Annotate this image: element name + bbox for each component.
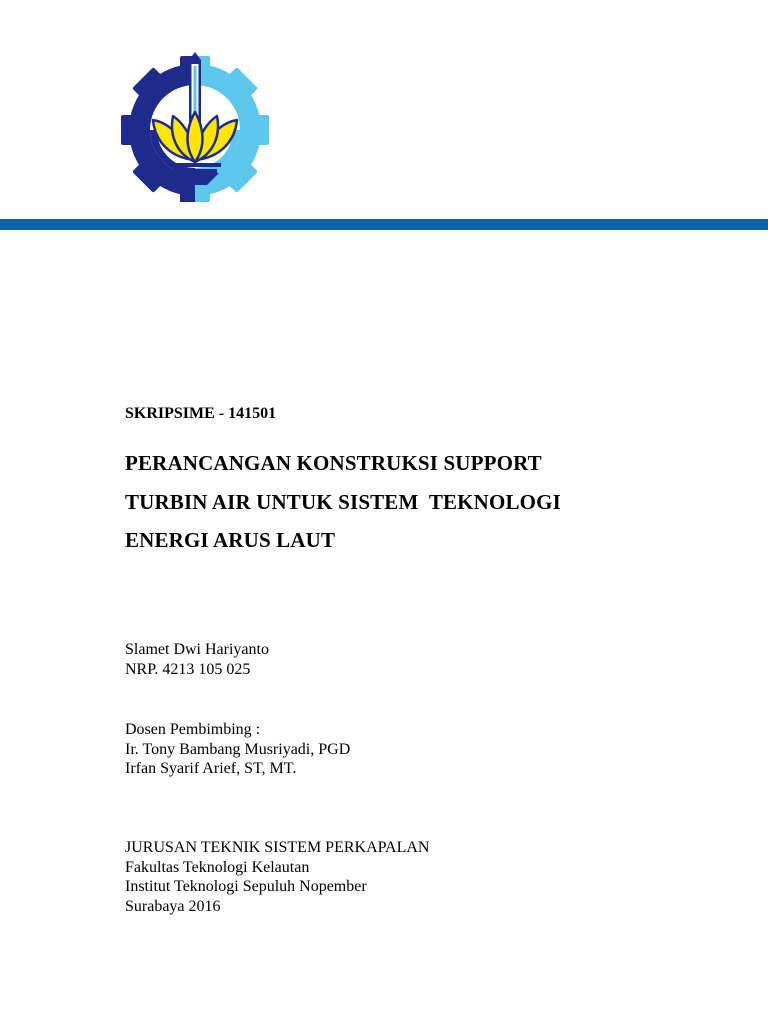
author-name: Slamet Dwi Hariyanto (125, 641, 269, 658)
advisors-block (125, 720, 350, 779)
title-line: ENERGI ARUS LAUT (125, 528, 336, 552)
advisors-heading: Dosen Pembimbing : (125, 721, 261, 738)
its-logo (113, 50, 275, 202)
university-name: Institut Teknologi Sepuluh Nopember (125, 878, 367, 895)
advisor-name: Ir. Tony Bambang Musriyadi, PGD (125, 740, 351, 758)
institution-block (125, 838, 429, 916)
document-code: SKRIPSIME - 141501 (125, 405, 277, 422)
header-rule (0, 219, 768, 230)
author-block (125, 640, 269, 679)
title-line: PERANCANGAN KONSTRUKSI SUPPORT (125, 451, 542, 475)
city-year: Surabaya 2016 (125, 897, 221, 915)
title-line: TURBIN AIR UNTUK SISTEM TEKNOLOGI (125, 489, 561, 514)
department-name: JURUSAN TEKNIK SISTEM PERKAPALAN (125, 839, 430, 856)
its-gear-lotus-emblem-icon (113, 50, 275, 202)
faculty-name: Fakultas Teknologi Kelautan (125, 858, 310, 876)
thesis-title (125, 444, 561, 560)
advisor-name: Irfan Syarif Arief, ST, MT. (125, 760, 297, 777)
author-nrp: NRP. 4213 105 025 (125, 660, 251, 678)
